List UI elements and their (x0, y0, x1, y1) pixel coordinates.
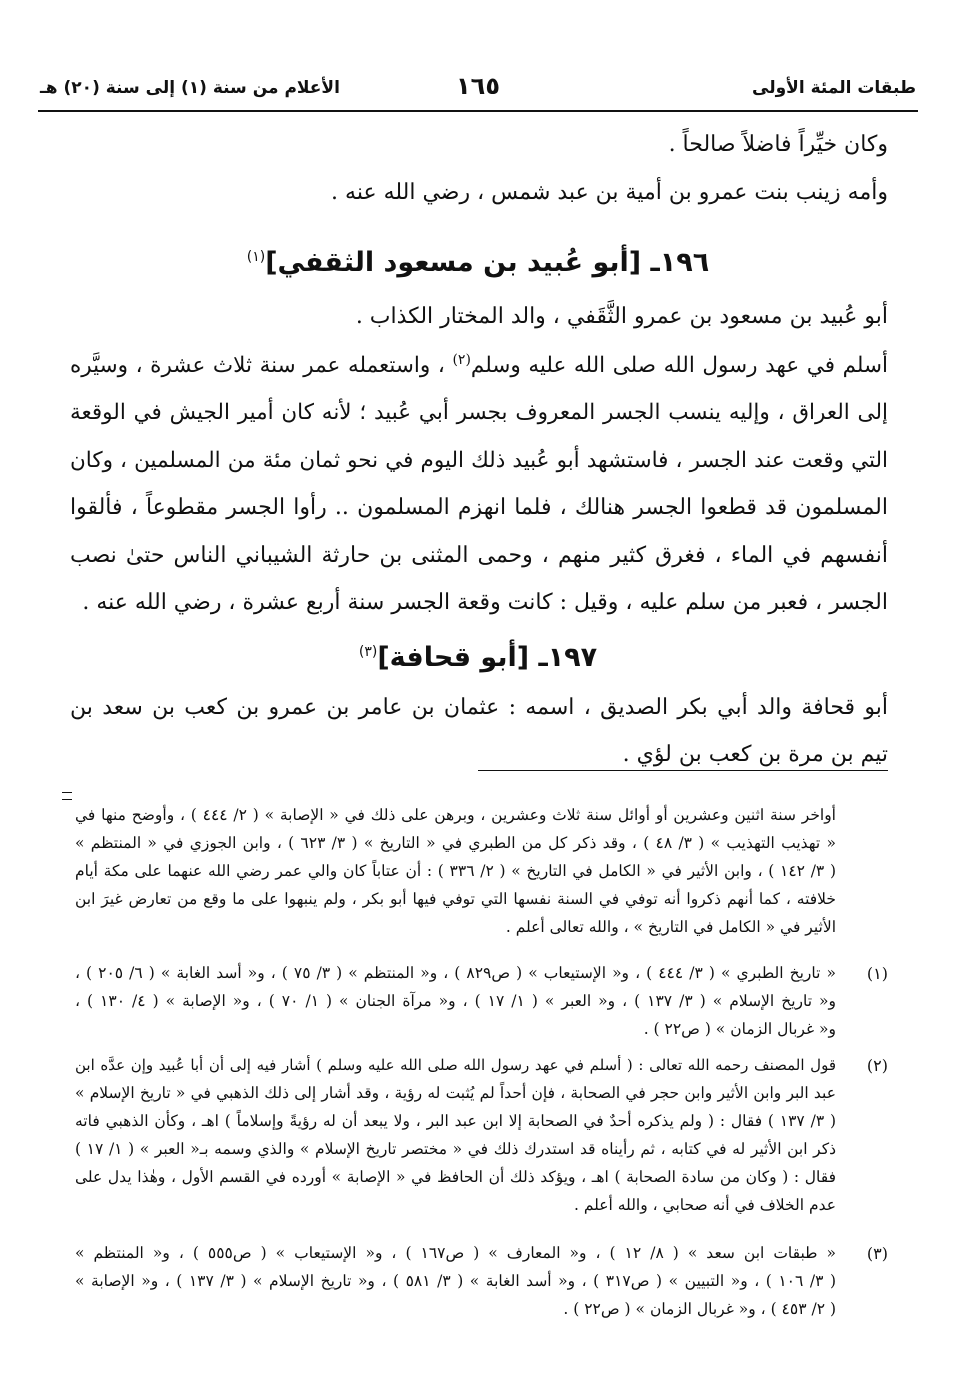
body-line: إلى العراق ، وإليه ينسب الجسر المعروف بجسر أبي عُبيد ؛ لأنه كان أمير الجيش في الوقعة (70, 400, 888, 425)
footnote-line: « تاريخ الطبري » ( ٣/ ٤٤٤ ) ، و« الإستيعاب » ( ص٨٢٩ ) ، و« المنتظم » ( ٣/ ٧٥ ) ، و« أسد الغابة » ( ٦/ ٢٠٥ ) ، (75, 964, 836, 982)
footnote-line: « طبقات ابن سعد » ( ٨/ ١٢ ) ، و« المعارف » ( ص١٦٧ ) ، و« الإستيعاب » ( ص٥٥٥ ) ، و« المنتظم » (75, 1244, 836, 1262)
footnote-ref: (٣) (358, 644, 378, 660)
body-line: أبو قحافة والد أبي بكر الصديق ، اسمه : عثمان بن عامر بن عمرو بن كعب بن سعد بن (70, 695, 888, 720)
footnote-line: ( ٢/ ٤٥٣ ) ، و« غربال الزمان » ( ص٢٢ ) . (563, 1300, 836, 1318)
footnote-ref: (١) (246, 249, 266, 265)
footnote-line: فقال : ( وكان من سادة الصحابة ) اهـ ، ويؤكد ذلك أن الحافظ في « الإصابة » أورده في القسم الأول ، وهٰذا يدل على (75, 1168, 836, 1186)
footnote-line: و« غربال الزمان » ( ص٢٢ ) . (643, 1020, 836, 1038)
footnote-line: ( ٣/ ١٣٧ ) فقال : ( ولم يذكره أحدٌ في الصحابة إلا ابن عبد البر ، ولا يبعد أن له رؤيةً وإسلاماً ) اهـ ، وكأن الذهبي فاته (75, 1112, 836, 1130)
footnote-line: عبد البر وابن الأثير وابن حجر في الصحابة ، فإن أحداً لم يُثبت له رؤية ، وقد أشار إلى ذلك الذهبي في « تاريخ الإسلام » (75, 1084, 836, 1102)
body-line: تيم بن مرة بن كعب بن لؤي . (622, 742, 888, 767)
entry-heading (0, 245, 956, 281)
intro-line: وكان خيِّراً فاضلاً صالحاً . (668, 132, 888, 157)
footnote-line: ( ٣/ ١٤٢ ) ، وابن الأثير في « الكامل في التاريخ » ( ٢/ ٣٣٦ ) : أن عتاباً كان والي عمر رضي الله عنهما على مكة أيام (75, 862, 836, 880)
body-line: الجسر ، فعبر من سلم عليه ، وقيل : كانت وقعة الجسر سنة أربع عشرة ، رضي الله عنه . (82, 590, 888, 615)
footnote-line: قول المصنف رحمه الله تعالى : ( أسلم في عهد رسول الله صلى الله عليه وسلم ) أشار فيه إلى أن أبا عُبيد وإن عدَّه ابن (75, 1056, 836, 1074)
header-rule (38, 110, 918, 112)
page-number: ١٦٥ (456, 72, 500, 100)
footnote-line: عدم الخلاف في أنه صحابي ، والله أعلم . (573, 1196, 836, 1214)
footnote-ref: (٢) (452, 351, 471, 368)
entry-heading-text: ١٩٧ـ [أبو قحافة] (377, 642, 598, 673)
footnote-line: « تهذيب التهذيب » ( ٣/ ٤٨ ) ، وقد ذكر كل من الطبري في « التاريخ » ( ٣/ ٦٢٣ ) ، وابن الجوزي في « المنتظم » (75, 834, 836, 852)
footnote-line: خلافته ، كما أنهم ذكروا أنه توفي في السنة نفسها التي توفي فيها أبو بكر ، ولم ينبهوا على ما وقع من تعارض غيرَ ابن (75, 890, 836, 908)
body-line: المسلمون قد قطعوا الجسر هنالك ، فلما انهزم المسلمون .. رأوا الجسر مقطوعاً ، فألقوا (70, 495, 888, 520)
footnote-line: ( ٣/ ١٠٦ ) ، و« التبيين » ( ص٣١٧ ) ، و« أسد الغابة » ( ٣/ ٥٨١ ) ، و« تاريخ الإسلام » ( ٣/ ١٣٧ ) ، و« الإصابة » (75, 1272, 837, 1290)
body-line: التي وقعت عند الجسر ، فاستشهد أبو عُبيد ذلك اليوم في نحو ثمان مئة من المسلمين ، وكان (70, 448, 888, 473)
footnote-number: (٣) (866, 1244, 888, 1263)
running-header (38, 74, 918, 108)
footnote-separator (478, 770, 888, 771)
body-line-part: أسلم في عهد رسول الله صلى الله عليه وسلم (470, 353, 888, 378)
body-line (70, 351, 888, 381)
footnote-line: الأثير في « الكامل في التاريخ » ، والله تعالى أعلم . (505, 918, 836, 936)
footnote-number: (٢) (866, 1056, 888, 1075)
section-title: الأعلام من سنة (١) إلى سنة (٢٠) هـ (40, 78, 340, 98)
footnote-line: و« تاريخ الإسلام » ( ٣/ ١٣٧ ) ، و« العبر » ( ١/ ١٧ ) ، و« مرآة الجنان » ( ١/ ٧٠ ) ، و« الإصابة » ( ٤/ ١٣٠ ) ، (75, 992, 837, 1010)
continuation-mark (62, 792, 72, 800)
footnote-number: (١) (866, 964, 888, 983)
intro-line: وأمه زينب بنت عمرو بن أمية بن عبد شمس ، رضي الله عنه . (331, 180, 888, 205)
body-line: أبو عُبيد بن مسعود بن عمرو الثَّقَفي ، والد المختار الكذاب . (355, 304, 888, 329)
footnote-line: أواخر سنة اثنين وعشرين أو أوائل سنة ثلاث وعشرين ، وبرهن على ذلك في « الإصابة » ( ٢/ ٤٤٤ ) ، وأوضح منها في (75, 806, 836, 824)
entry-heading (0, 640, 956, 676)
body-line-part: ، واستعمله عمر سنة ثلاث عشرة ، وسيَّره (70, 353, 445, 378)
entry-heading-text: ١٩٦ـ [أبو عُبيد بن مسعود الثقفي] (265, 247, 710, 278)
book-title: طبقات المئة الأولى (752, 78, 916, 98)
footnote-line: ذكر ابن الأثير له في كتابه ، ثم رأيناه قد استدرك ذلك في « مختصر تاريخ الإسلام » والذي وسمه بـ« العبر » ( ١/ ١٧ ) (75, 1140, 836, 1158)
body-line: أنفسهم في الماء ، فغرق كثير منهم ، وحمى المثنى بن حارثة الشيباني الناس حتىٰ نصب (70, 543, 888, 568)
